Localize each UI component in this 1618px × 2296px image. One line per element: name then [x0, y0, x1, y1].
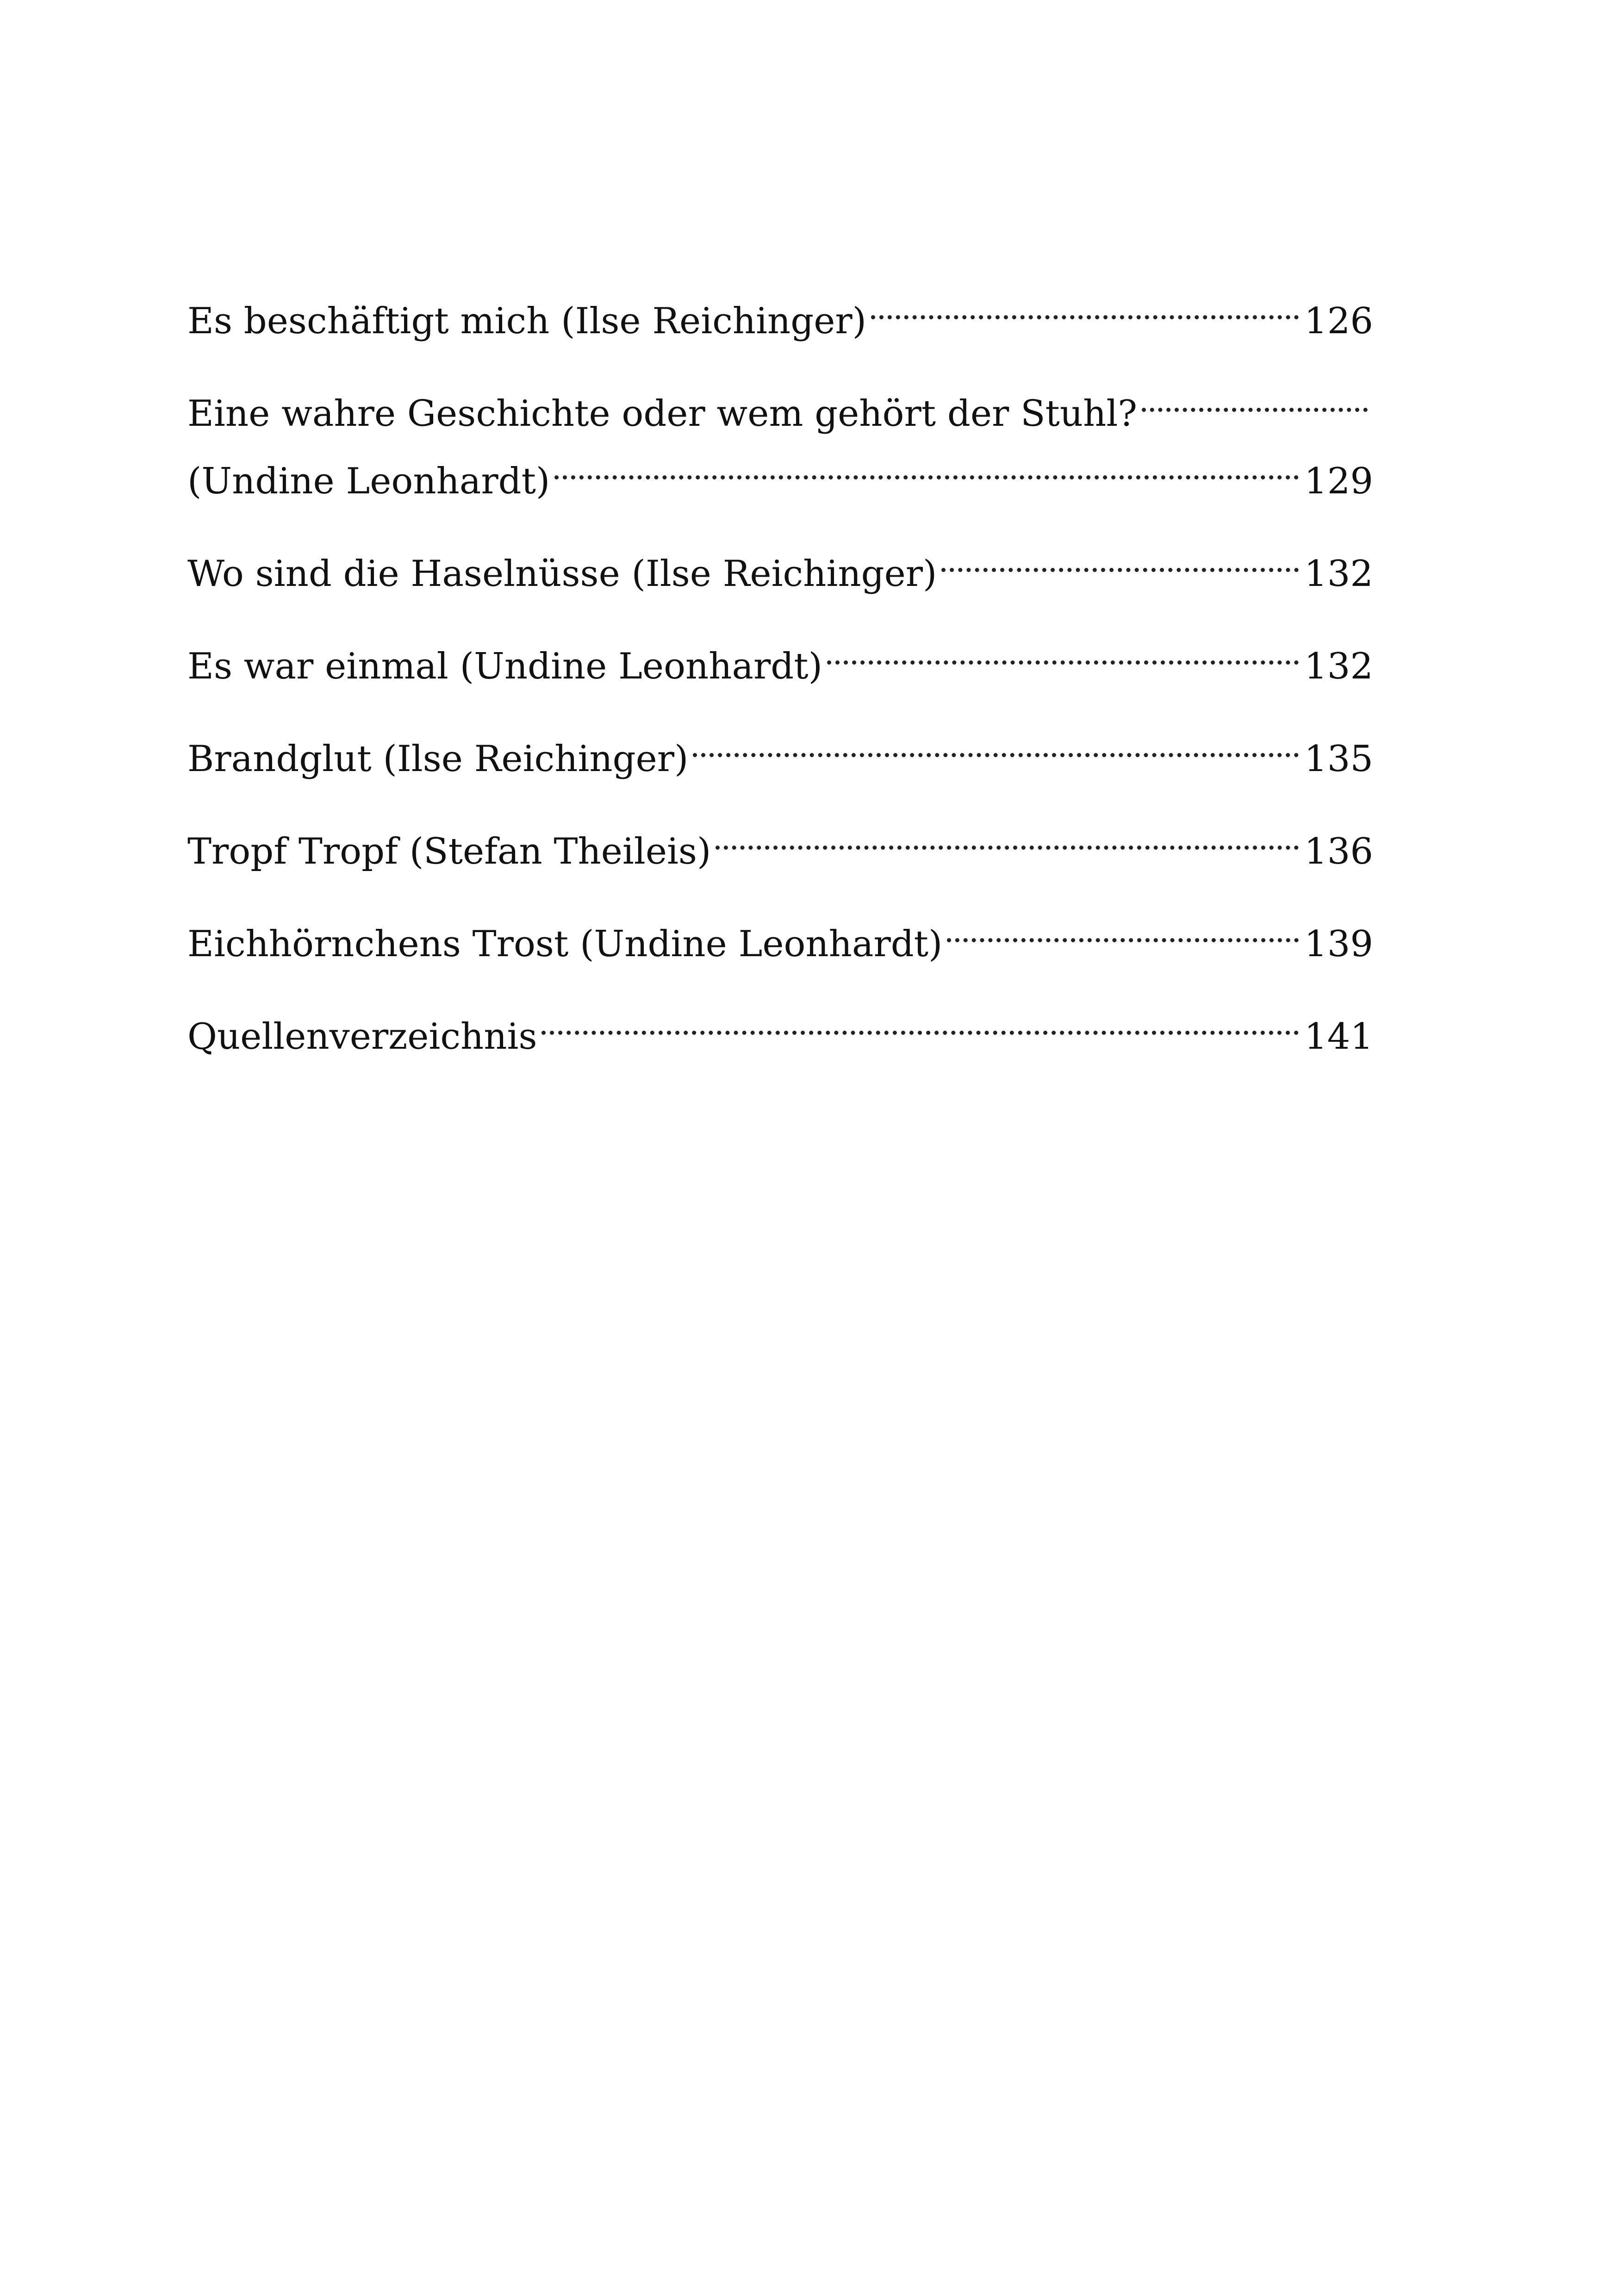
toc-entry-page: 139 — [1304, 923, 1373, 965]
toc-entry-title: Eine wahre Geschichte oder wem gehört der Stuhl? — [187, 393, 1138, 435]
dot-leader — [716, 799, 1299, 864]
toc-entry-title: Brandglut (Ilse Reichinger) — [187, 738, 689, 780]
dot-leader — [1142, 361, 1368, 426]
toc-entry — [187, 891, 1373, 984]
dot-leader — [871, 268, 1299, 333]
toc-entry — [187, 799, 1373, 891]
toc-entry-page: 132 — [1304, 646, 1373, 687]
toc-entry-page: 141 — [1304, 1016, 1373, 1058]
toc-entry-page: 129 — [1304, 460, 1373, 502]
toc-entry-page: 132 — [1304, 553, 1373, 595]
toc-entry — [187, 268, 1373, 361]
dot-leader — [693, 706, 1299, 771]
toc-entry-title: Es war einmal (Undine Leonhardt) — [187, 646, 823, 687]
toc-entry-title: Es beschäftigt mich (Ilse Reichinger) — [187, 300, 867, 342]
dot-leader — [827, 614, 1299, 678]
toc-entry — [187, 706, 1373, 799]
toc-entry-title: Wo sind die Haselnüsse (Ilse Reichinger) — [187, 553, 937, 595]
toc-entry-title: Quellenverzeichnis — [187, 1016, 537, 1058]
toc-entry-page: 136 — [1304, 831, 1373, 872]
toc-entry — [187, 361, 1373, 435]
toc-entry — [187, 521, 1373, 614]
toc-entry-title: (Undine Leonhardt) — [187, 460, 550, 502]
toc-entry-title: Eichhörnchens Trost (Undine Leonhardt) — [187, 923, 943, 965]
toc-entry — [187, 614, 1373, 706]
dot-leader — [541, 984, 1299, 1049]
toc-entry-page: 126 — [1304, 300, 1373, 342]
dot-leader — [554, 429, 1299, 493]
dot-leader — [941, 521, 1299, 586]
toc-entry-page: 135 — [1304, 738, 1373, 780]
toc-entry-title: Tropf Tropf (Stefan Theileis) — [187, 831, 711, 872]
toc-entry — [187, 984, 1373, 1076]
dot-leader — [947, 891, 1299, 956]
table-of-contents — [187, 268, 1373, 1076]
